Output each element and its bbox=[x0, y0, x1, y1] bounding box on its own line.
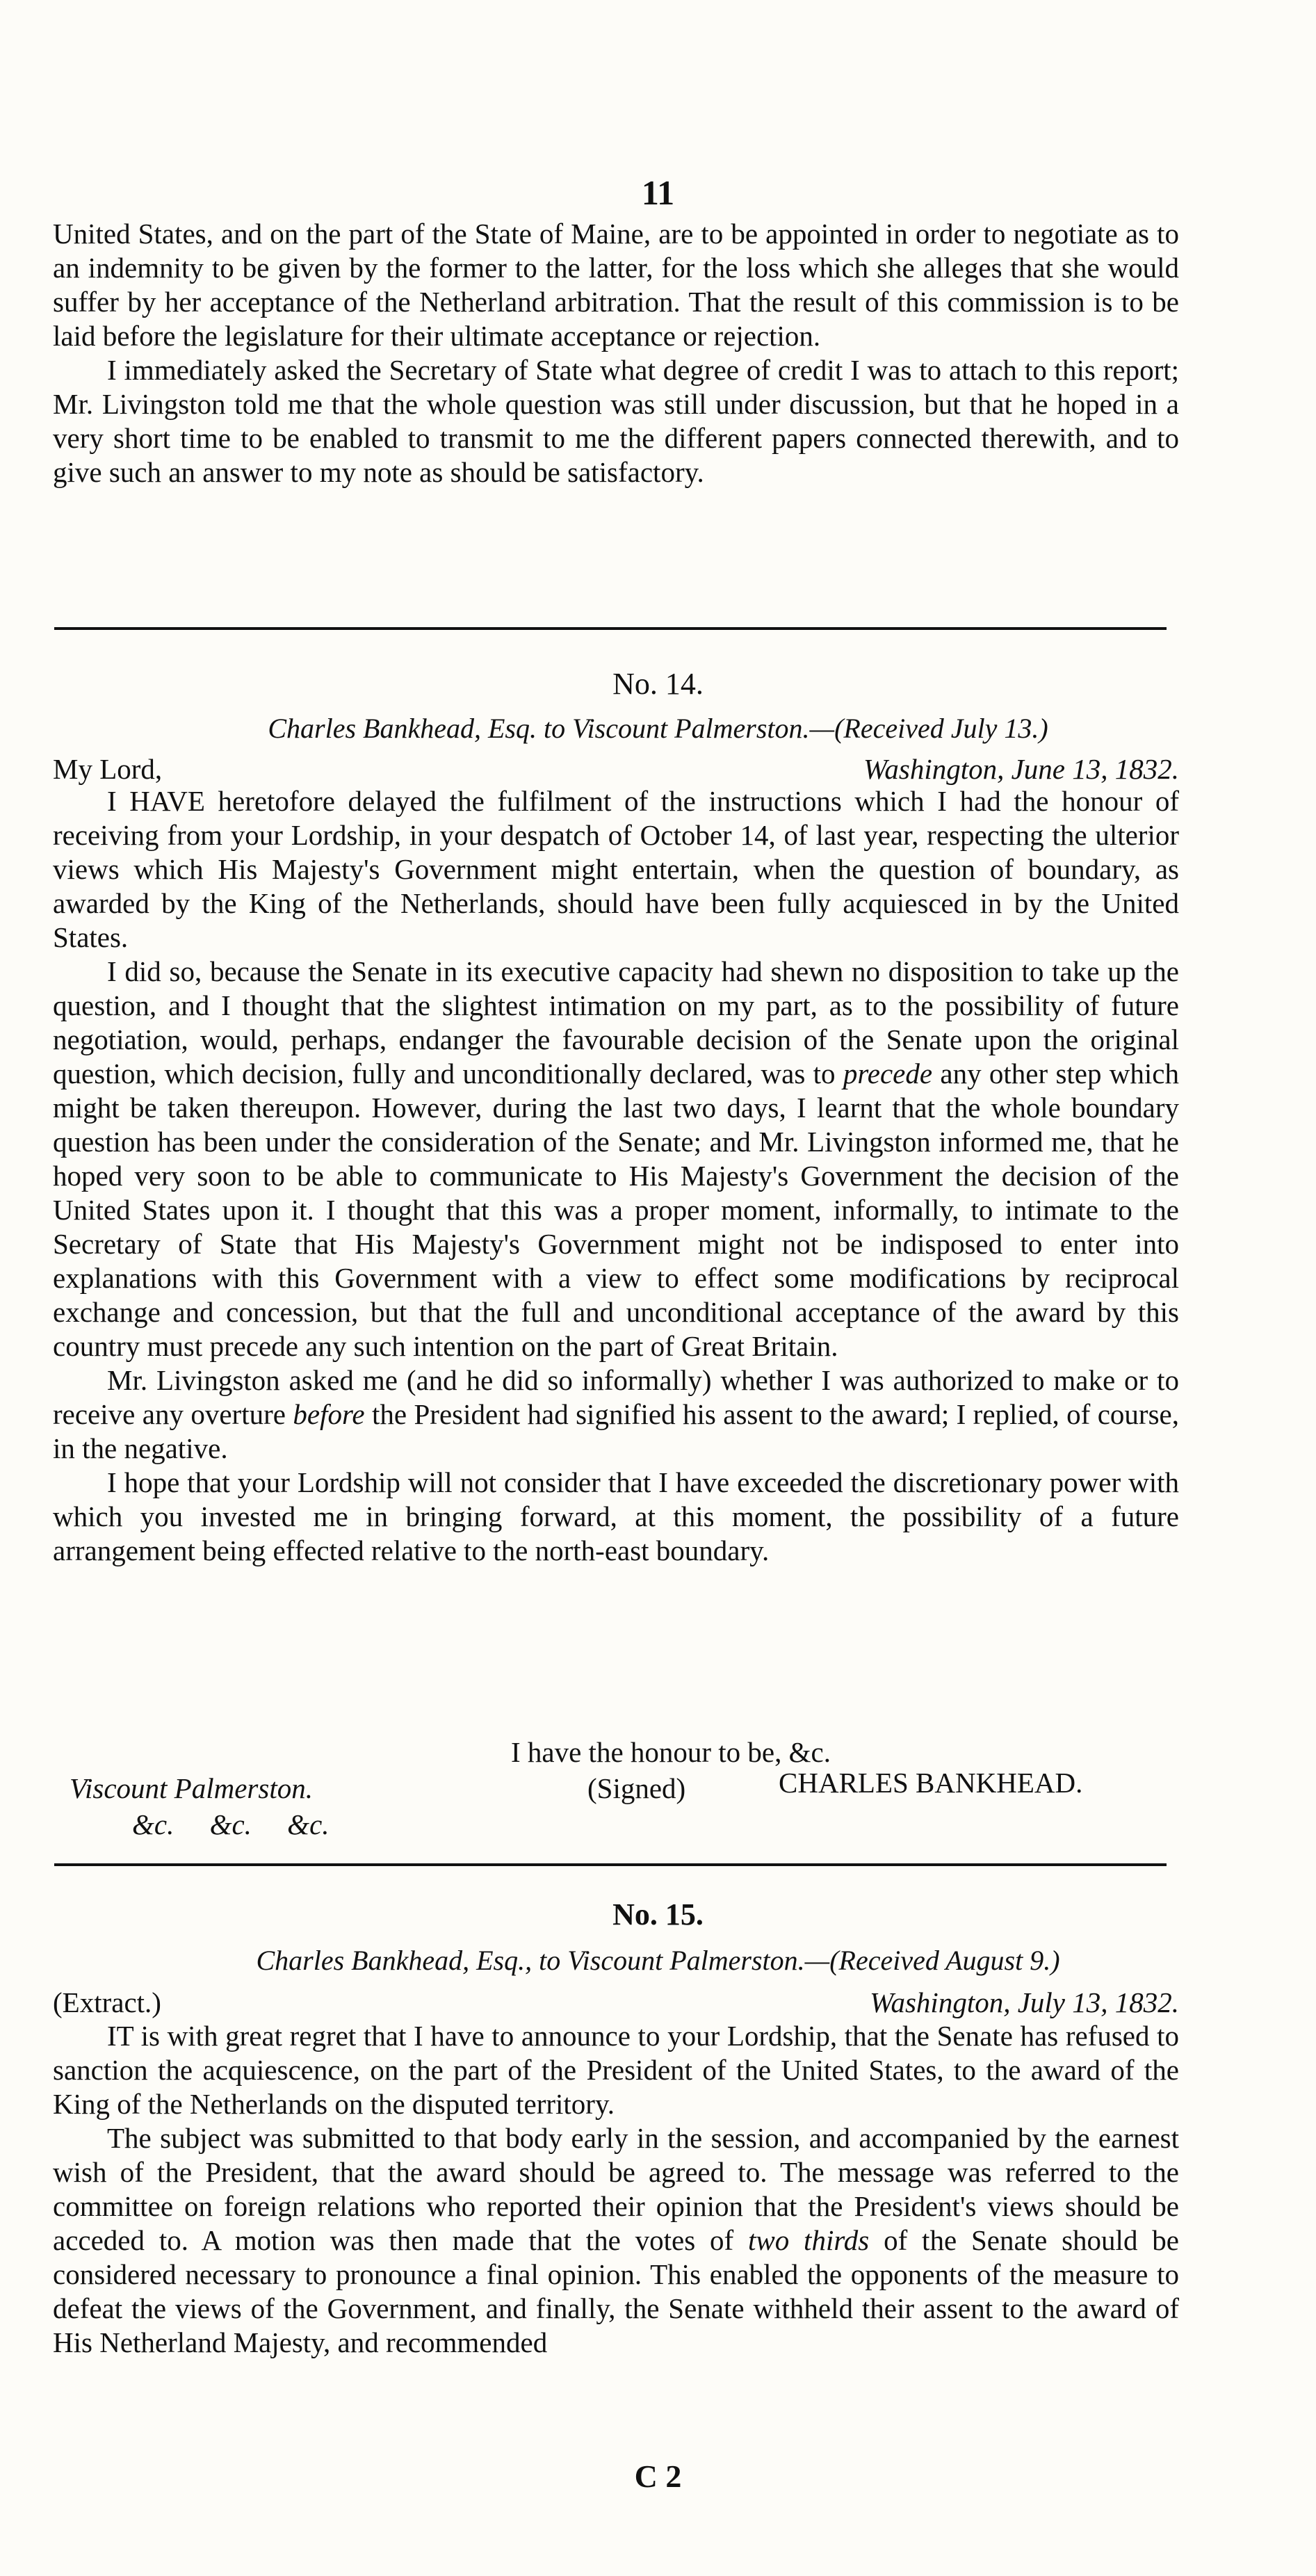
letter-14-paragraph-3-emphasis: before bbox=[293, 1398, 365, 1430]
divider-rule-2 bbox=[54, 1863, 1167, 1866]
letter-14-paragraph-2-end: any other step which might be taken thereupon. However, during the last two days, I learnt that the whole boundary question has been under the consideration of the Senate; and Mr. Livingston informed me, that he hoped very soon to be able to communicate to His Majesty's Government the decision of the United States upon it. I thought that this was a proper moment, informally, to intimate to the Secretary of State that His Majesty's Government might not be indisposed to enter into explanations with this Government with a view to effect some modifications by reciprocal exchange and concession, but that the full and unconditional acceptance of the award by this country must precede any such intention on the part of Great Britain. bbox=[53, 1058, 1179, 1362]
letter-14-paragraph-4: I hope that your Lordship will not consider that I have exceeded the discretionary power with which you invested me in bringing forward, at this moment, the possibility of a future arrangement being effected relative to the north-east boundary. bbox=[53, 1466, 1179, 1566]
letter-15-paragraph-2 bbox=[53, 2121, 1179, 2360]
continuation-paragraph-1: United States, and on the part of the State of Maine, are to be appointed in order to negotiate as to an indemnity to be given by the former to the latter, for the loss which she alleges that she would suffer by her acceptance of the Netherland arbitration. That the result of this commission is to be laid before the legislature for their ultimate acceptance or rejection. bbox=[53, 218, 1179, 352]
letter-14-salutation: My Lord, bbox=[53, 753, 163, 785]
letter-15-extract-row bbox=[53, 1986, 1179, 2019]
letter-14-salutation-row bbox=[53, 752, 1179, 786]
letter-15-dateline: Washington, July 13, 1832. bbox=[870, 1986, 1179, 2018]
letter-14-etc: &c. &c. &c. bbox=[132, 1808, 330, 1840]
letter-15-extract-label: (Extract.) bbox=[53, 1986, 161, 2018]
continuation-paragraph-2: I immediately asked the Secretary of State what degree of credit I was to attach to this report; Mr. Livingston told me that the whole question was still under discussion, but that he hoped in a very short time to be enabled to transmit to me the different papers connected therewith, and to give such an answer to my note as should be satisfactory. bbox=[53, 354, 1179, 488]
letter-15-paragraph-2-emphasis: two thirds bbox=[747, 2224, 870, 2256]
letter-14-paragraph-3-end: the President had signified his assent to the award; I replied, of course, in the negative. bbox=[53, 1398, 1179, 1464]
letter-14-closing: I have the honour to be, &c. bbox=[511, 1736, 831, 1768]
letter-14-paragraph-1: I HAVE heretofore delayed the fulfilment of the instructions which I had the honour of receiving from your Lordship, in your despatch of October 14, of last year, respecting the ulterior views which His Majesty's Government might entertain, when the question of boundary, as awarded by the King of the Netherlands, should have been fully acquiesced in by the United States. bbox=[53, 785, 1179, 953]
letter-15-paragraph-1: IT is with great regret that I have to announce to your Lordship, that the Senate has refused to sanction the acquiescence, on the part of the President of the United States, to the award of the King of the Netherlands on the disputed territory. bbox=[53, 2020, 1179, 2120]
letter-15-paragraph-2-end: of the Senate should be considered necessary to pronounce a final opinion. This enabled the opponents of the measure to defeat the views of the Government, and finally, the Senate withheld their assent to the award of His Netherland Majesty, and recommended bbox=[53, 2224, 1179, 2358]
letter-14-signed: (Signed) bbox=[587, 1772, 686, 1804]
letter-14-dateline: Washington, June 13, 1832. bbox=[863, 753, 1179, 785]
divider-rule bbox=[54, 627, 1167, 630]
letter-14-paragraph-3 bbox=[53, 1363, 1179, 1466]
signature-mark: C 2 bbox=[634, 2458, 682, 2494]
letter-14-number: No. 14. bbox=[612, 667, 704, 701]
letter-14-paragraph-2-start: I did so, because the Senate in its executive capacity had shewn no disposition to take up the question, and I thought that the slightest intimation on my part, as to the possibility of future negotiation, would, perhaps, endanger the favourable decision of the Senate upon the original question, which decision, fully and unconditionally declared, was to bbox=[53, 955, 1179, 1089]
letter-14-paragraph-2 bbox=[53, 955, 1179, 1363]
letter-14-paragraph-3-start: Mr. Livingston asked me (and he did so informally) whether I was authorized to make or to receive any overture bbox=[53, 1364, 1179, 1430]
letter-15-number bbox=[0, 1897, 1316, 1932]
page-number: 11 bbox=[641, 173, 675, 212]
continuation-section bbox=[53, 217, 1179, 489]
letter-14-header: Charles Bankhead, Esq. to Viscount Palmerston.—(Received July 13.) bbox=[268, 713, 1048, 744]
letter-14-body bbox=[53, 784, 1179, 1568]
letter-15-paragraph-2-start: The subject was submitted to that body early in the session, and accompanied by the earnest wish of the President, that the award should be agreed to. The message was referred to the committee on foreign relations who reported their opinion that the President's views should be acceded to. A motion was then made that the votes of bbox=[53, 2122, 1179, 2256]
letter-15-number-text: No. 15. bbox=[612, 1897, 704, 1931]
letter-15-header: Charles Bankhead, Esq., to Viscount Palmerston.—(Received August 9.) bbox=[256, 1945, 1060, 1976]
letter-14-signature: CHARLES BANKHEAD. bbox=[779, 1767, 1083, 1799]
letter-14-paragraph-2-emphasis: precede bbox=[843, 1058, 933, 1089]
letter-14-addressee: Viscount Palmerston. bbox=[70, 1772, 313, 1804]
letter-15-body bbox=[53, 2019, 1179, 2360]
